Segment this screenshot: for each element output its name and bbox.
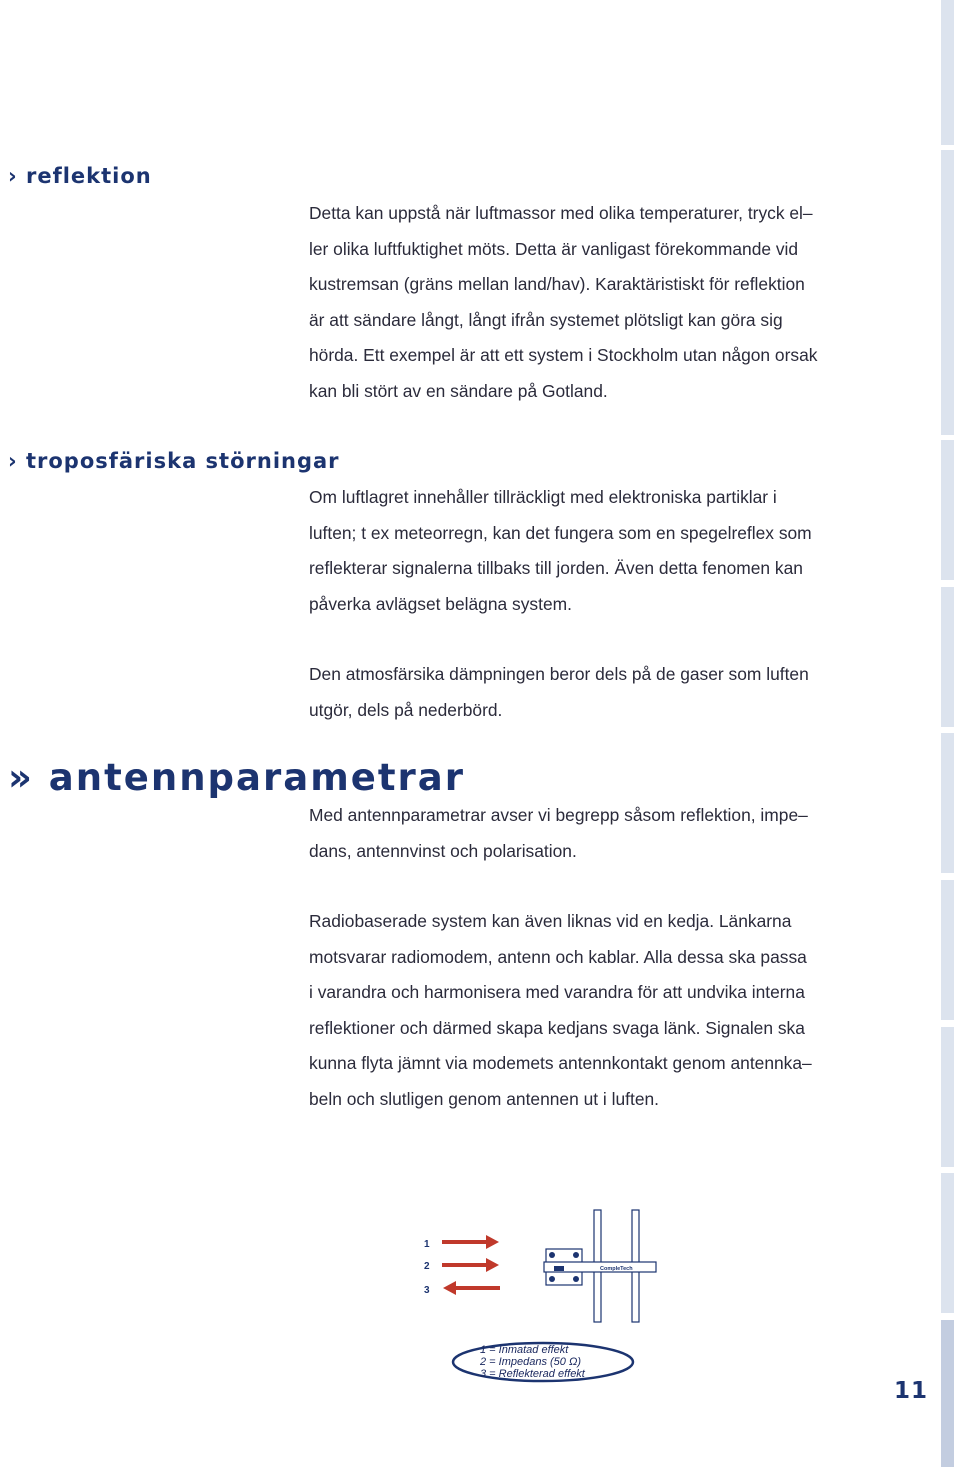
margin-stripe [941,440,954,580]
text-line: kan bli stört av en sändare på Gotland. [309,380,608,401]
arrow-label-2: 2 [424,1261,430,1272]
text-line: Om luftlagret innehåller tillräckligt med elektroniska partiklar i [309,487,777,507]
text-line: dans, antennvinst och polarisation. [309,840,577,861]
margin-stripe [941,733,954,873]
paragraph-troposfariska [309,480,869,622]
text-line: reflektioner och därmed skapa kedjans svaga länk. Signalen ska [309,1017,805,1038]
paragraph-antennparametrar [309,798,869,869]
antenna-icon [544,1210,656,1322]
section-heading-antennparametrar: » antennparametrar [8,756,466,799]
legend-item-2: 2 = Impedans (50 Ω) [480,1356,582,1368]
text-line: motsvarar radiomodem, antenn och kablar. Alla dessa ska passa [309,946,807,967]
text-line: luften; t ex meteorregn, kan det fungera som en spegelreflex som [309,522,812,543]
text-line: Den atmosfärsika dämpningen beror dels på de gaser som luften [309,664,809,684]
text-line: Detta kan uppstå när luftmassor med olika temperaturer, tryck el– [309,203,813,223]
antenna-brand-label: CompleTech [600,1266,633,1272]
antenna-diagram [410,1200,660,1330]
section-heading-troposfariska: › troposfäriska störningar [8,449,340,473]
section-heading-reflektion: › reflektion [8,164,152,188]
margin-stripe [941,0,954,145]
margin-stripe [941,880,954,1020]
text-line: utgör, dels på nederbörd. [309,699,503,720]
text-line: hörda. Ett exempel är att ett system i Stockholm utan någon orsak [309,345,818,365]
text-line: i varandra och harmonisera med varandra för att undvika interna [309,982,805,1002]
text-line: påverka avlägset belägna system. [309,593,572,614]
margin-stripe [941,1027,954,1167]
figure-legend [450,1339,650,1385]
paragraph-kedja [309,904,869,1117]
legend-item-1: 1 = Inmatad effekt [480,1344,569,1356]
arrow-incident-2 [442,1258,499,1272]
arrow-label-1: 1 [424,1239,430,1250]
arrow-label-3: 3 [424,1285,430,1296]
margin-stripe [941,1173,954,1313]
text-line: Radiobaserade system kan även liknas vid en kedja. Länkarna [309,911,792,931]
text-line: kunna flyta jämnt via modemets antennkontakt genom antennka– [309,1053,812,1073]
legend-item-3: 3 = Reflekterad effekt [480,1368,585,1380]
margin-stripe [941,150,954,435]
paragraph-dampning [309,657,869,728]
paragraph-reflektion [309,196,869,409]
text-line: reflekterar signalerna tillbaks till jorden. Även detta fenomen kan [309,558,803,578]
text-line: Med antennparametrar avser vi begrepp såsom reflektion, impe– [309,805,808,825]
arrow-reflected-3 [443,1281,500,1295]
arrow-incident-1 [442,1235,499,1249]
margin-stripe [941,587,954,727]
text-line: är att sändare långt, långt ifrån systemet plötsligt kan göra sig [309,309,783,330]
margin-stripe [941,1320,954,1467]
page-number: 11 [894,1378,929,1404]
text-line: ler olika luftfuktighet möts. Detta är vanligast förekommande vid [309,238,799,259]
text-line: beln och slutligen genom antennen ut i luften. [309,1088,659,1109]
text-line: kustremsan (gräns mellan land/hav). Karaktäristiskt för reflektion [309,274,805,294]
